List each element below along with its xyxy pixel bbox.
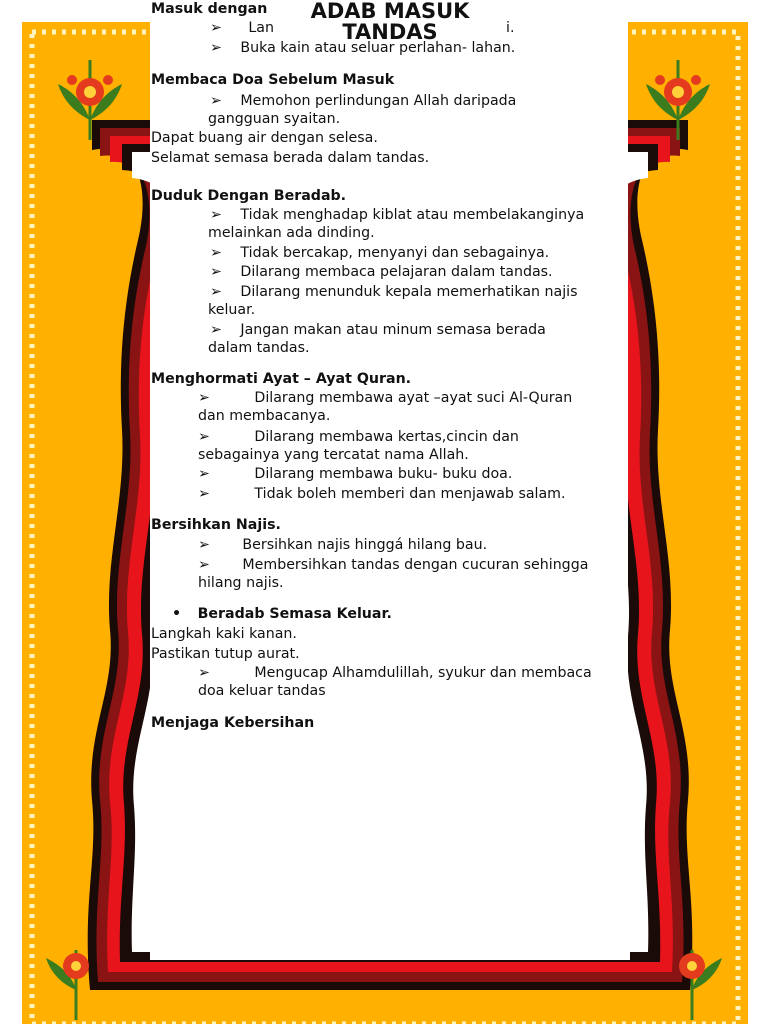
heading-duduk: Duduk Dengan Beradab. bbox=[151, 188, 347, 204]
heading-keluar: • Beradab Semasa Keluar. bbox=[172, 606, 392, 622]
heading-ayat: Menghormati Ayat – Ayat Quran. bbox=[151, 371, 412, 387]
list-item-continuation: sebagainya yang tercatat nama Allah. bbox=[198, 447, 469, 463]
document-content bbox=[150, 0, 628, 731]
arrow-bullet-icon: ➢ bbox=[210, 40, 222, 56]
list-item-continuation: hilang najis. bbox=[198, 575, 284, 591]
title-line2: TANDAS bbox=[342, 20, 438, 44]
list-item-continuation: dalam tandas. bbox=[208, 340, 310, 356]
arrow-bullet-icon: ➢ bbox=[198, 537, 210, 553]
list-item: ➢ Memohon perlindungan Allah daripada bbox=[210, 93, 517, 109]
list-item-continuation: keluar. bbox=[208, 302, 256, 318]
arrow-bullet-icon: ➢ bbox=[210, 322, 222, 338]
heading-masuk: Masuk dengan bbox=[151, 1, 268, 17]
arrow-bullet-icon: ➢ bbox=[210, 20, 222, 36]
frame-bottom-white bbox=[150, 900, 630, 960]
list-item-continuation: melainkan ada dinding. bbox=[208, 225, 375, 241]
arrow-bullet-icon: ➢ bbox=[198, 429, 210, 445]
list-item: ➢ Buka kain atau seluar perlahan- lahan. bbox=[210, 40, 516, 56]
list-item: ➢ Dilarang membawa kertas,cincin dan bbox=[198, 429, 519, 445]
list-item-continuation: gangguan syaitan. bbox=[208, 111, 341, 127]
arrow-bullet-icon: ➢ bbox=[198, 390, 210, 406]
list-item: ➢ Jangan makan atau minum semasa berada bbox=[210, 322, 546, 338]
arrow-bullet-icon: ➢ bbox=[210, 93, 222, 109]
list-item: ➢ Dilarang membaca pelajaran dalam tandas. bbox=[210, 264, 553, 280]
item-text-start: Lan bbox=[248, 20, 274, 36]
list-item-continuation: doa keluar tandas bbox=[198, 683, 326, 699]
list-item: ➢ Dilarang membawa ayat –ayat suci Al-Quran bbox=[198, 390, 573, 406]
list-item: ➢ Tidak bercakap, menyanyi dan sebagainya. bbox=[210, 245, 550, 261]
plain-line: Dapat buang air dengan selesa. bbox=[151, 130, 378, 146]
heading-kebersihan: Menjaga Kebersihan bbox=[151, 715, 315, 731]
plain-line: Pastikan tutup aurat. bbox=[151, 646, 300, 662]
title-line2-clipped bbox=[290, 20, 490, 44]
list-item: ➢ Bersihkan najis hinggá hilang bau. bbox=[198, 537, 488, 553]
list-item: ➢ Dilarang menunduk kepala memerhatikan najis bbox=[210, 284, 578, 300]
list-item: ➢ Dilarang membawa buku- buku doa. bbox=[198, 466, 513, 482]
plain-line: Selamat semasa berada dalam tandas. bbox=[151, 150, 430, 166]
item-text-end: i. bbox=[506, 20, 515, 36]
arrow-bullet-icon: ➢ bbox=[210, 284, 222, 300]
list-item: ➢ Membersihkan tandas dengan cucuran sehingga bbox=[198, 557, 589, 573]
list-item: ➢ Tidak menghadap kiblat atau membelakanginya bbox=[210, 207, 585, 223]
heading-doa: Membaca Doa Sebelum Masuk bbox=[151, 72, 395, 88]
list-item bbox=[210, 19, 274, 38]
arrow-bullet-icon: ➢ bbox=[210, 264, 222, 280]
arrow-bullet-icon: ➢ bbox=[198, 557, 210, 573]
arrow-bullet-icon: ➢ bbox=[210, 245, 222, 261]
heading-najis: Bersihkan Najis. bbox=[151, 517, 281, 533]
bullet-dot-icon: • bbox=[172, 606, 182, 622]
list-item-continuation: dan membacanya. bbox=[198, 408, 331, 424]
plain-line: Langkah kaki kanan. bbox=[151, 626, 297, 642]
arrow-bullet-icon: ➢ bbox=[198, 466, 210, 482]
title-line1: ADAB MASUK bbox=[310, 0, 470, 23]
list-item: ➢ Mengucap Alhamdulillah, syukur dan membaca bbox=[198, 665, 592, 681]
arrow-bullet-icon: ➢ bbox=[198, 665, 210, 681]
arrow-bullet-icon: ➢ bbox=[210, 207, 222, 223]
arrow-bullet-icon: ➢ bbox=[198, 486, 210, 502]
list-item: ➢ Tidak boleh memberi dan menjawab salam. bbox=[198, 486, 566, 502]
